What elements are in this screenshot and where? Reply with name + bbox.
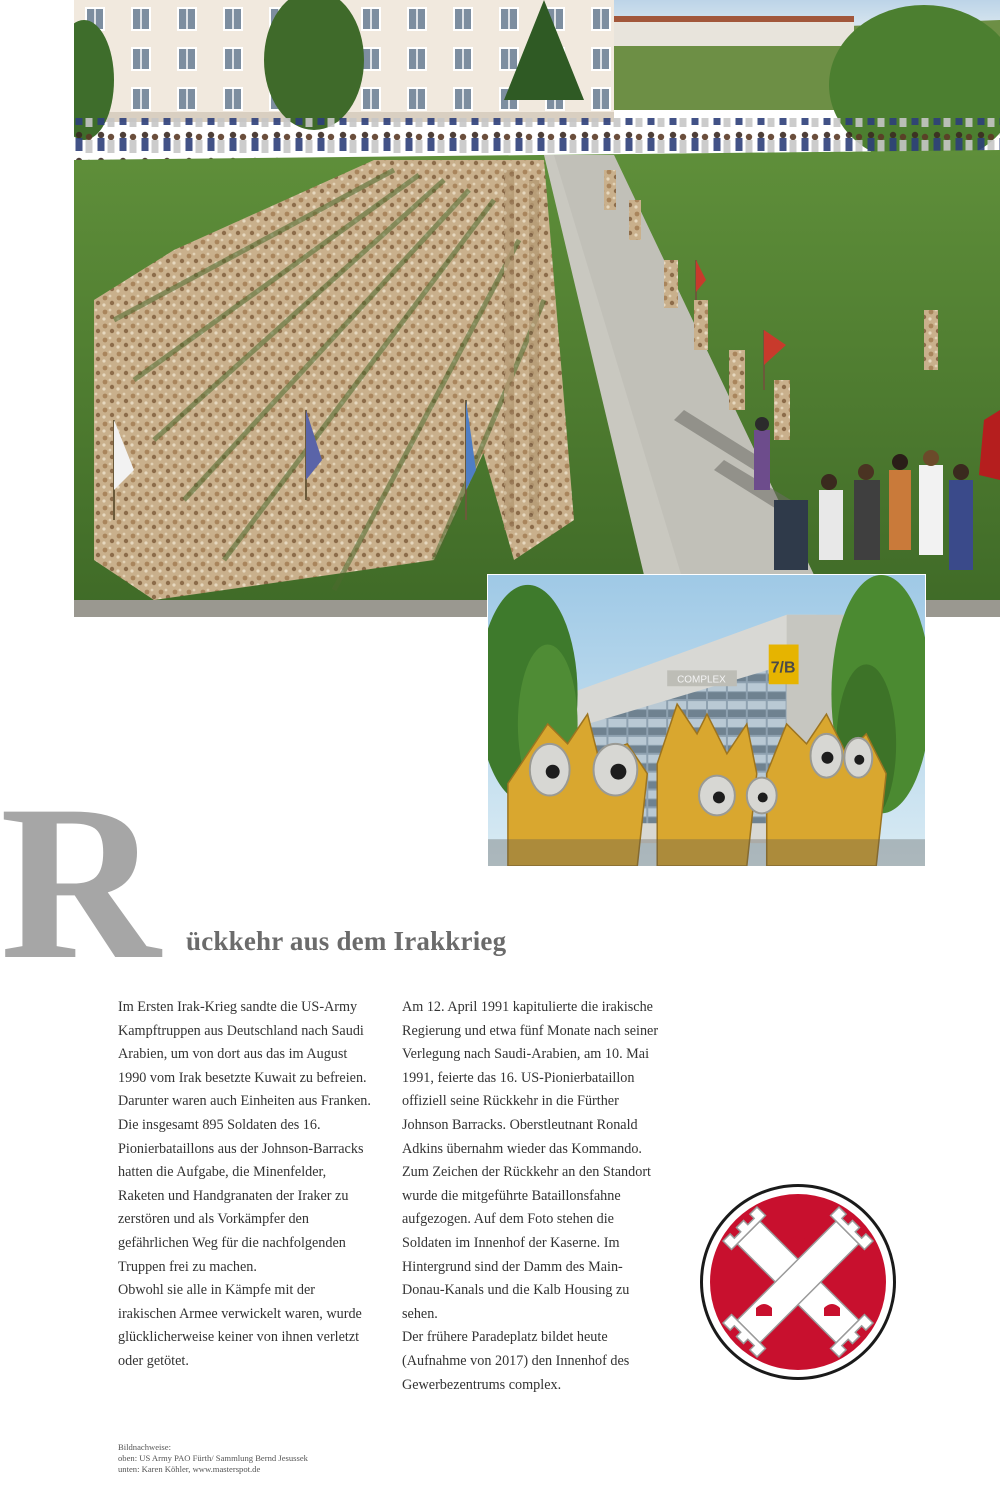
credits-heading: Bildnachweise:	[118, 1442, 171, 1452]
page-title: ückkehr aus dem Irakkrieg	[186, 926, 507, 956]
body-paragraph: Obwohl sie alle in Kämpfe mit der irakischen Armee verwickelt waren, wurde glücklicherweise keiner von ihnen verletzt oder getötet.	[118, 1282, 362, 1369]
parade-photo	[74, 0, 1000, 617]
body-paragraph: Im Ersten Irak-Krieg sandte die US-Army Kampftruppen aus Deutschland nach Saudi Arabien, um von dort aus das im August 1990 vom Irak besetzte Kuwait zu befreien. Darunter waren auch Einheiten aus Franken.	[118, 999, 371, 1110]
heading-dropcap: R	[0, 760, 161, 1006]
body-paragraph: Die insgesamt 895 Soldaten des 16. Pionierbataillons aus der Johnson-Barracks hatten die Aufgabe, die Minenfelder, Raketen und Handgranaten der Iraker zu zerstören und als Vorkämpfer den gefährlichen Weg für die nachfolgenden Truppen frei zu machen.	[118, 1116, 364, 1275]
image-credits	[118, 1442, 308, 1475]
credits-line: unten: Karen Köhler, www.masterspot.de	[118, 1464, 261, 1474]
body-paragraph: Am 12. April 1991 kapitulierte die irakische Regierung und etwa fünf Monate nach seiner Verlegung nach Saudi-Arabien, am 10. Mai 1991, feierte das 16. US-Pionierbataillon offiziell seine Rückkehr in die Fürther Johnson Barracks. Oberstleutnant Ronald Adkins übernahm wieder das Kommando. Zum Zeichen der Rückkehr an den Standort wurde die mitgeführte Bataillonsfahne aufgezogen. Auf dem Foto stehen die Soldaten im Innenhof der Kaserne. Im Hintergrund sind der Damm des Main-Donau-Kanals und die Kalb Housing zu sehen.	[402, 999, 659, 1322]
building-sign: COMPLEX	[677, 674, 726, 686]
body-column-left	[118, 996, 376, 1374]
building-number: 7/B	[770, 659, 796, 677]
body-column-right	[402, 996, 664, 1397]
inset-photo-2017	[487, 574, 926, 867]
body-paragraph: Der frühere Paradeplatz bildet heute (Aufnahme von 2017) den Innenhof des Gewerbezentrums complex.	[402, 1329, 630, 1393]
battalion-emblem	[698, 1182, 898, 1382]
crossed-castle-towers-icon	[698, 1182, 898, 1382]
credits-line: oben: US Army PAO Fürth/ Sammlung Bernd Jesussek	[118, 1453, 308, 1463]
